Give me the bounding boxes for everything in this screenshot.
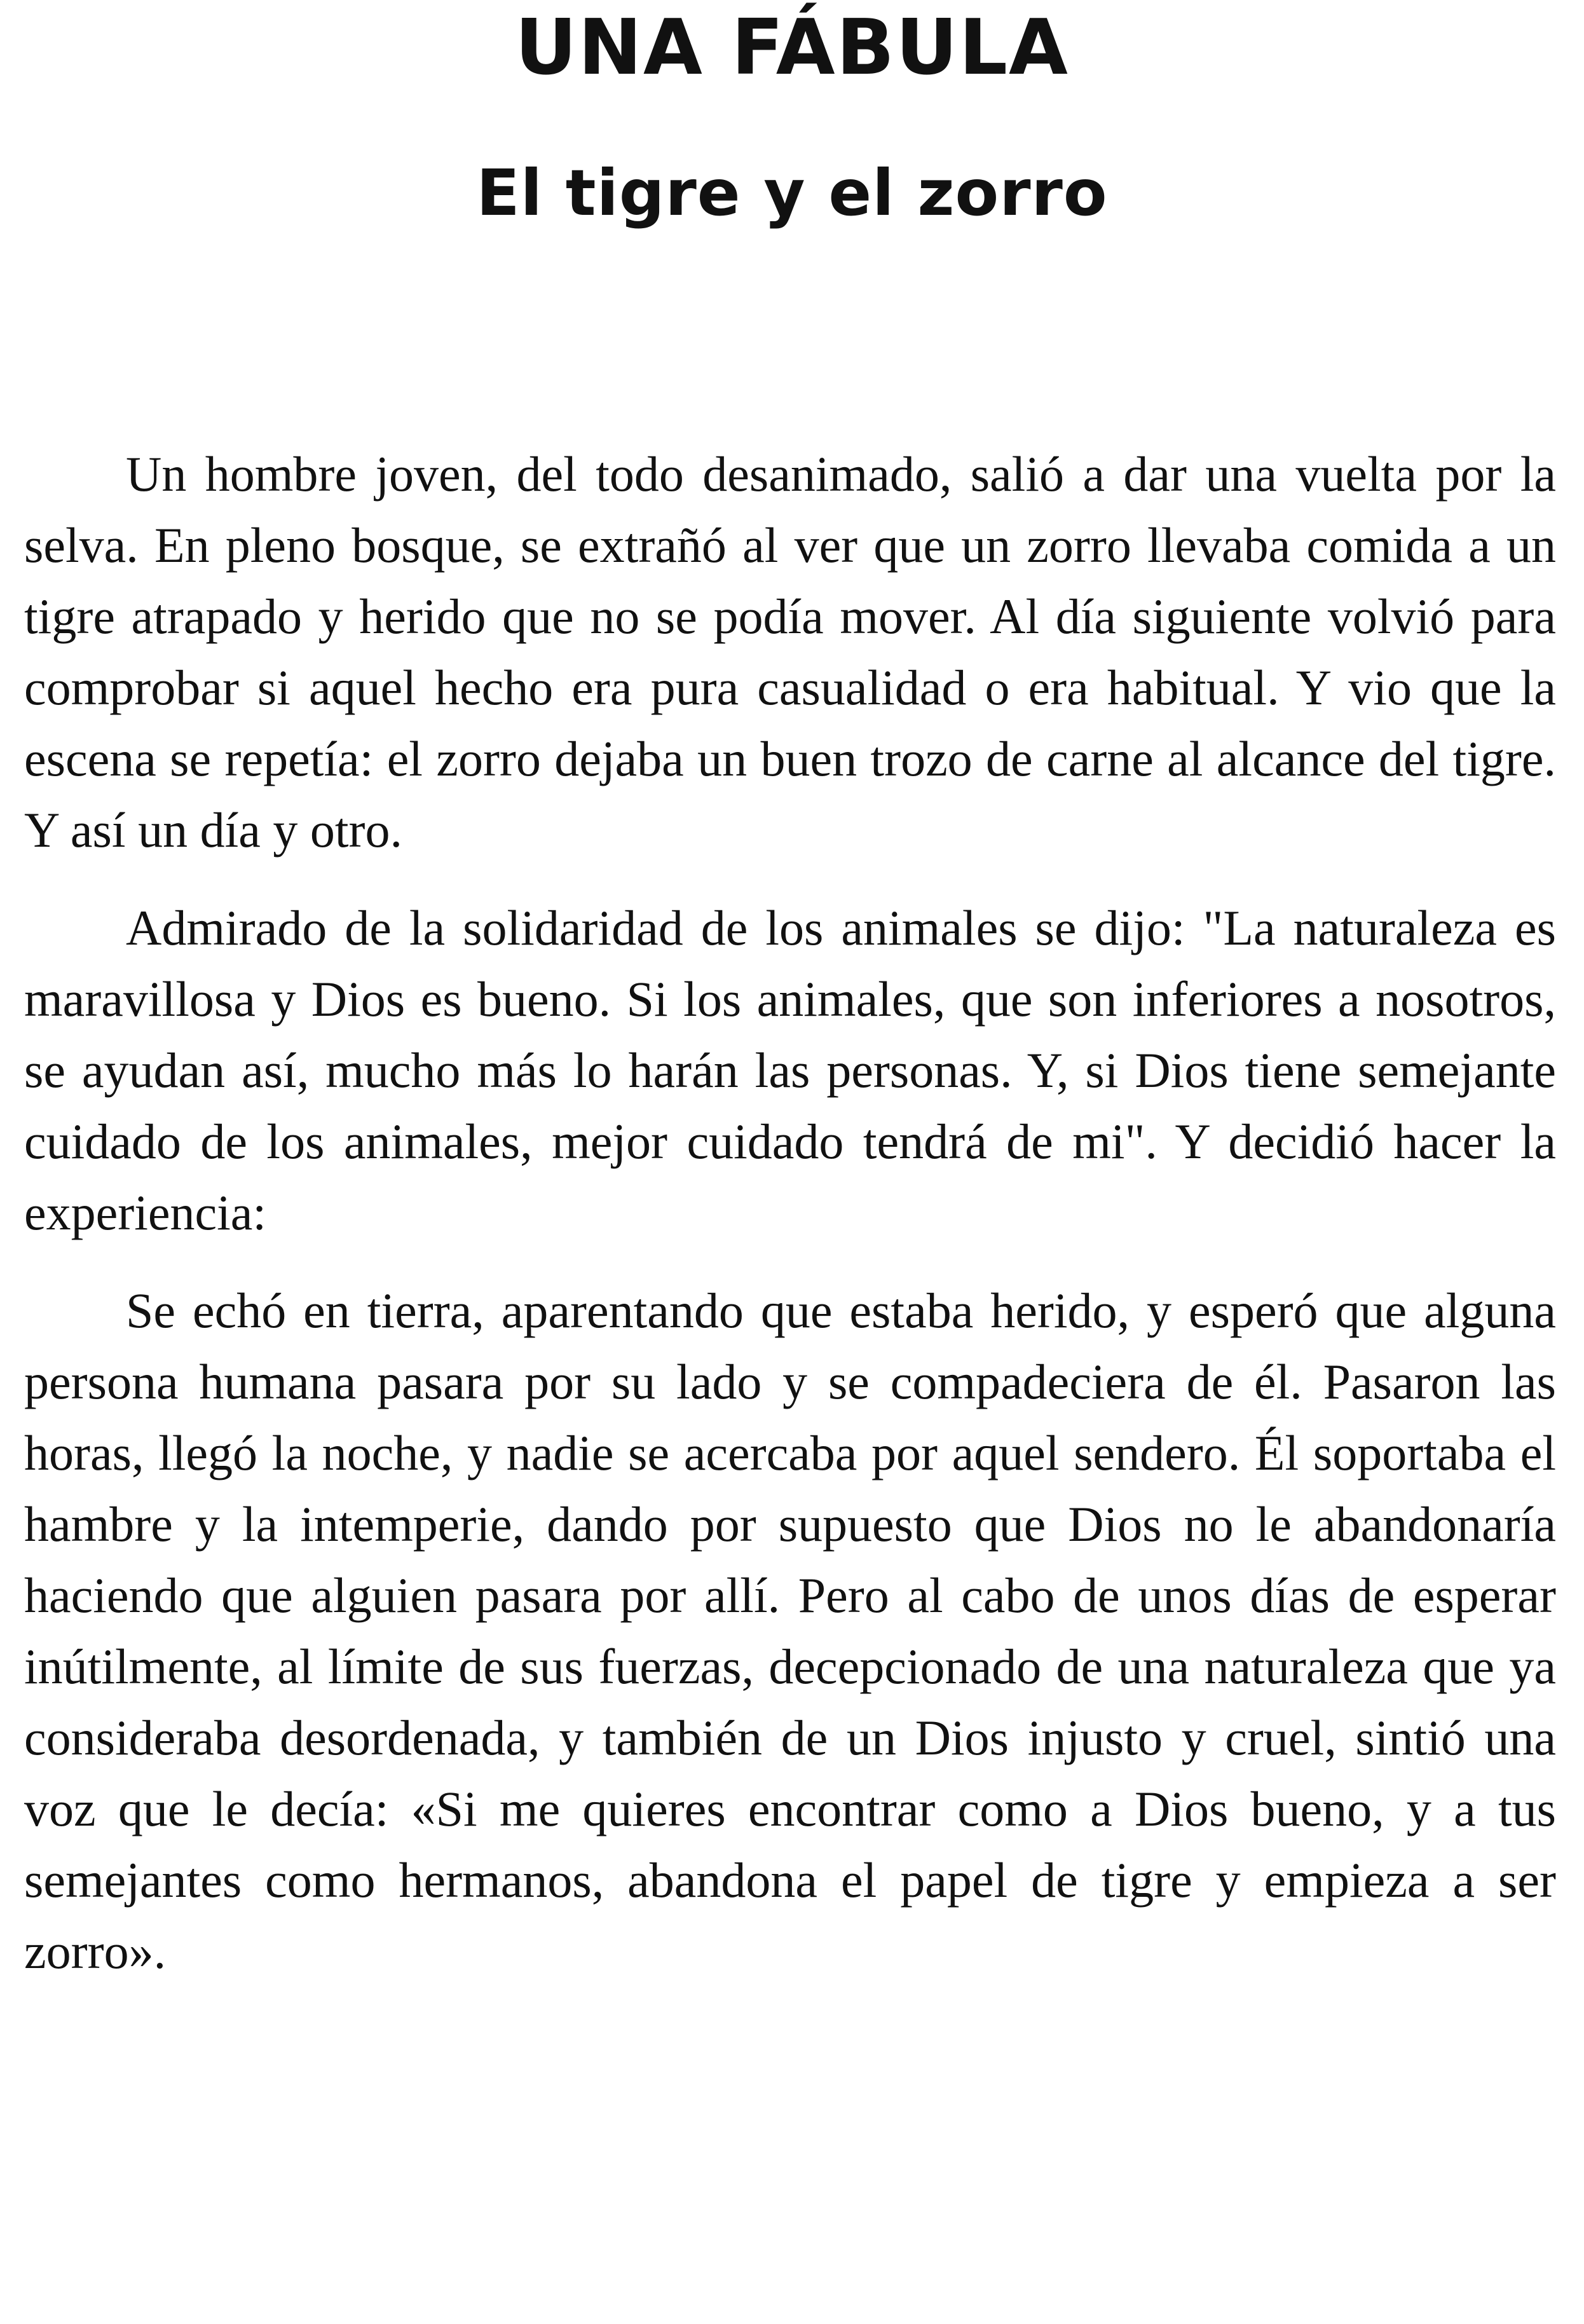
page-subtitle: El tigre y el zorro: [476, 156, 1108, 230]
page-title: UNA FÁBULA: [515, 4, 1069, 92]
paragraph-1: Un hombre joven, del todo desanimado, salió a dar una vuelta por la selva. En pleno bosque, se extrañó al ver que un zorro llevaba comida a un tigre atrapado y herido que no se podía mover. Al día siguiente volvió para comprobar si aquel hecho era pura casualidad o era habitual. Y vio que la escena se repetía: el zorro dejaba un buen trozo de carne al alcance del tigre. Y así un día y otro.: [24, 446, 1556, 858]
paragraph-2: Admirado de la solidaridad de los animales se dijo: "La naturaleza es maravillosa y Dios es bueno. Si los animales, que son inferiores a nosotros, se ayudan así, mucho más lo harán las personas. Y, si Dios tiene semejante cuidado de los animales, mejor cuidado tendrá de mi". Y decidió hacer la experiencia:: [24, 900, 1556, 1240]
fable-body: [24, 439, 1556, 2014]
paragraph-3: Se echó en tierra, aparentando que estaba herido, y esperó que alguna persona humana pasara por su lado y se compadeciera de él. Pasaron las horas, llegó la noche, y nadie se acercaba por aquel sendero. Él soportaba el hambre y la intemperie, dando por supuesto que Dios no le abandonaría haciendo que alguien pasara por allí. Pero al cabo de unos días de esperar inútilmente, al límite de sus fuerzas, decepcionado de una naturaleza que ya consideraba desordenada, y también de un Dios injusto y cruel, sintió una voz que le decía: «Si me quieres encontrar como a Dios bueno, y a tus semejantes como hermanos, abandona el papel de tigre y empieza a ser zorro».: [24, 1283, 1556, 1979]
